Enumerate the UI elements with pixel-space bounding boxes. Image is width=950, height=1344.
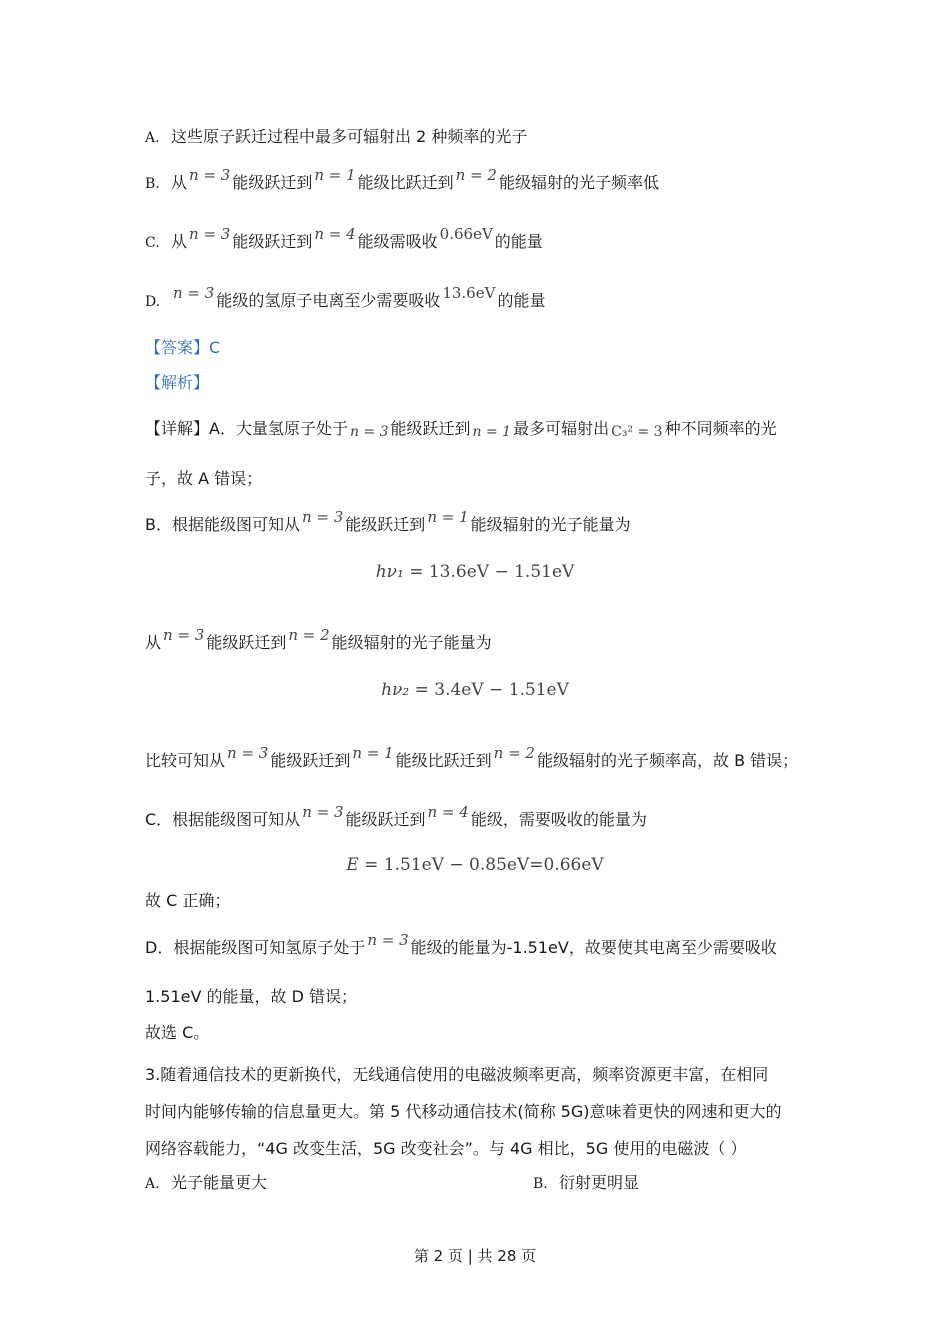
math-formula: 13.6eV bbox=[442, 284, 496, 302]
text-segment: 能级跃迁到 bbox=[232, 173, 313, 192]
text-segment: B．根据能级图可知从 bbox=[145, 515, 300, 534]
equation-left: hν₁ bbox=[375, 562, 404, 582]
math-formula: n = 3 bbox=[349, 424, 389, 440]
math-formula: n = 3 bbox=[302, 803, 344, 821]
answer-line bbox=[145, 337, 220, 359]
text-segment: 能级辐射的光子频率高，故 B 错误； bbox=[536, 751, 799, 770]
math-formula: C₃² = 3 bbox=[611, 424, 663, 440]
text-segment: 能级跃迁到 bbox=[345, 810, 426, 829]
option-a bbox=[145, 126, 527, 149]
equation-3 bbox=[0, 855, 950, 875]
detail-a bbox=[145, 418, 777, 441]
text-segment: 能级比跃迁到 bbox=[357, 173, 454, 192]
equation-left: E bbox=[346, 855, 359, 875]
page-footer: 第 2 页 | 共 28 页 bbox=[413, 1247, 537, 1265]
math-formula: n = 3 bbox=[163, 626, 205, 644]
text-segment: 能级跃迁到 bbox=[345, 515, 426, 534]
text-segment: 能级，需要吸收的能量为 bbox=[470, 810, 647, 829]
detail-b bbox=[145, 508, 631, 536]
text-segment: 从 bbox=[171, 232, 188, 251]
math-formula: n = 3 bbox=[173, 284, 215, 302]
text-segment: 能级需吸收 bbox=[357, 232, 438, 251]
text-segment: D．根据能级图可知氢原子处于 bbox=[145, 938, 366, 957]
text-segment: 种不同频率的光 bbox=[664, 419, 777, 438]
text-segment: 能级辐射的光子频率低 bbox=[498, 173, 659, 192]
math-formula: n = 3 bbox=[227, 744, 269, 762]
math-formula: n = 2 bbox=[493, 744, 535, 762]
equation-1 bbox=[0, 562, 950, 582]
option-label: A. bbox=[145, 130, 160, 146]
analysis-label: 【解析】 bbox=[145, 373, 210, 392]
option-label: B. bbox=[145, 176, 160, 192]
equation-right: = 1.51eV − 0.85eV=0.66eV bbox=[364, 855, 604, 875]
math-formula: n = 3 bbox=[301, 508, 344, 526]
math-formula: n = 3 bbox=[367, 931, 409, 949]
q3-option-b bbox=[533, 1172, 639, 1195]
math-formula: n = 2 bbox=[455, 166, 497, 184]
equation-right: = 13.6eV − 1.51eV bbox=[409, 562, 575, 582]
detail-a-continued: 子，故 A 错误； bbox=[145, 469, 263, 488]
text-segment: 【详解】A．大量氢原子处于 bbox=[145, 419, 348, 438]
answer-value: C bbox=[209, 338, 221, 357]
detail-d-continued: 1.51eV 的能量，故 D 错误； bbox=[145, 987, 357, 1006]
detail-compare bbox=[145, 744, 799, 772]
detail-c bbox=[145, 803, 647, 831]
math-formula: n = 2 bbox=[288, 626, 330, 644]
text-segment: 比较可知从 bbox=[145, 751, 226, 770]
q3-line-1: 3.随着通信技术的更新换代，无线通信使用的电磁波频率更高，频率资源更丰富，在相同 bbox=[145, 1065, 769, 1084]
q3-line-3: 网络容载能力，“4G 改变生活，5G 改变社会”。与 4G 相比，5G 使用的电磁波（ ） bbox=[145, 1139, 747, 1158]
math-formula: n = 1 bbox=[472, 424, 512, 440]
option-label: C. bbox=[145, 235, 160, 251]
q3-option-a bbox=[145, 1172, 267, 1195]
text-segment: 从 bbox=[171, 173, 188, 192]
math-formula: n = 4 bbox=[427, 803, 469, 821]
text-segment: C．根据能级图可知从 bbox=[145, 810, 301, 829]
option-text: 这些原子跃迁过程中最多可辐射出 2 种频率的光子 bbox=[171, 127, 528, 146]
math-formula: n = 3 bbox=[189, 166, 231, 184]
q3-line-2: 时间内能够传输的信息量更大。第 5 代移动通信技术(简称 5G)意味着更快的网速和更大的 bbox=[145, 1102, 782, 1121]
math-formula: n = 1 bbox=[352, 744, 394, 762]
equation-right: = 3.4eV − 1.51eV bbox=[414, 680, 569, 700]
text-segment: 最多可辐射出 bbox=[513, 419, 610, 438]
detail-c-conclusion: 故 C 正确； bbox=[145, 891, 231, 910]
text-segment: 能级辐射的光子能量为 bbox=[470, 515, 631, 534]
text-segment: 能级跃迁到 bbox=[232, 232, 313, 251]
math-formula: n = 3 bbox=[189, 225, 231, 243]
text-segment: 能级辐射的光子能量为 bbox=[331, 633, 492, 652]
text-segment: 能级比跃迁到 bbox=[395, 751, 492, 770]
math-formula: 0.66eV bbox=[439, 225, 493, 243]
text-segment: 从 bbox=[145, 633, 162, 652]
text-segment: 的能量 bbox=[494, 232, 543, 251]
option-label: D. bbox=[145, 294, 161, 310]
text-segment: 能级的能量为-1.51eV，故要使其电离至少需要吸收 bbox=[410, 938, 777, 957]
option-b bbox=[145, 166, 659, 195]
equation-left: hν₂ bbox=[381, 680, 410, 700]
text-segment: 能级跃迁到 bbox=[390, 419, 471, 438]
text-segment: 能级的氢原子电离至少需要吸收 bbox=[216, 291, 441, 310]
math-formula: n = 1 bbox=[314, 166, 356, 184]
text-segment: 的能量 bbox=[497, 291, 546, 310]
option-d bbox=[145, 284, 546, 313]
option-label: B. bbox=[533, 1176, 548, 1192]
text-segment: 能级跃迁到 bbox=[206, 633, 287, 652]
math-formula: n = 4 bbox=[314, 225, 356, 243]
option-text: 光子能量更大 bbox=[171, 1173, 268, 1192]
final-choice: 故选 C。 bbox=[145, 1023, 210, 1042]
detail-d bbox=[145, 931, 777, 959]
equation-2 bbox=[0, 680, 950, 700]
math-formula: n = 1 bbox=[427, 508, 469, 526]
option-text: 衍射更明显 bbox=[559, 1173, 640, 1192]
text-segment: 能级跃迁到 bbox=[270, 751, 351, 770]
detail-b2 bbox=[145, 626, 492, 654]
option-c bbox=[145, 225, 543, 254]
option-label: A. bbox=[145, 1176, 160, 1192]
answer-label: 【答案】 bbox=[145, 338, 210, 357]
